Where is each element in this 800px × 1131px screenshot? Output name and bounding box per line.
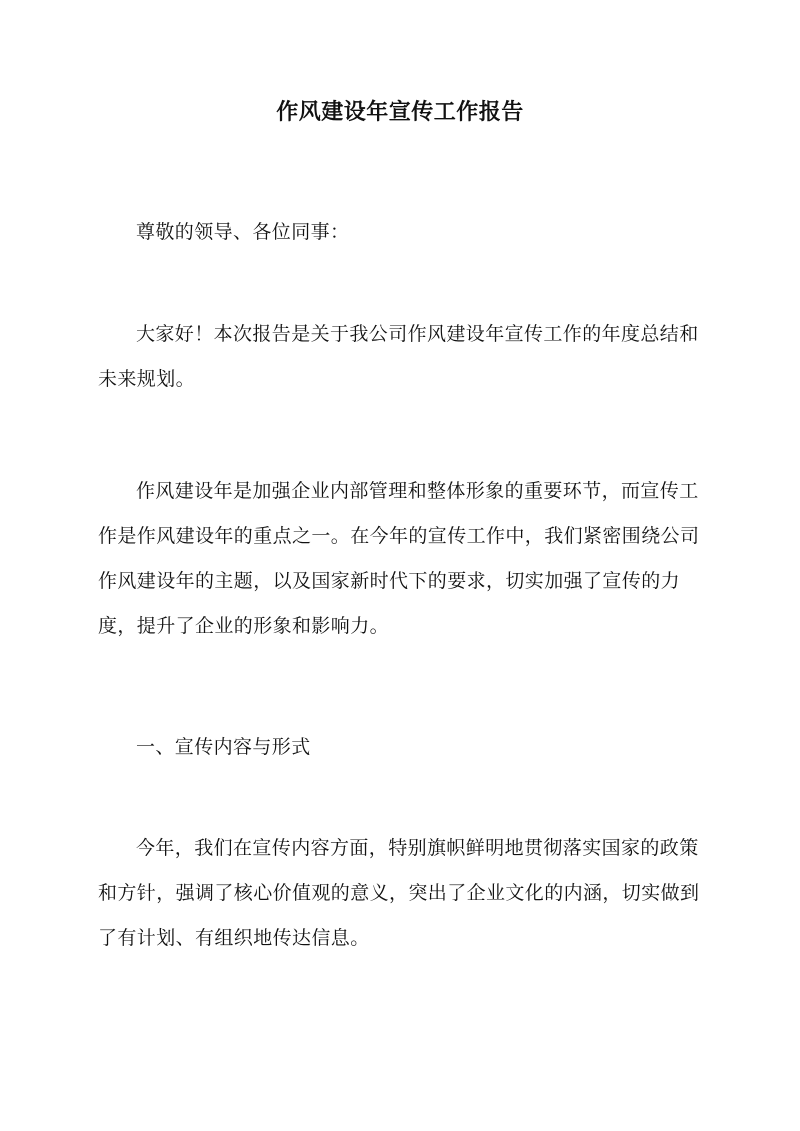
intro-paragraph: 大家好！本次报告是关于我公司作风建设年宣传工作的年度总结和未来规划。	[98, 323, 699, 390]
body-paragraph: 今年，我们在宣传内容方面，特别旗帜鲜明地贯彻落实国家的政策和方针，强调了核心价值观的意义，突出了企业文化的内涵，切实做到了有计划、有组织地传达信息。	[98, 837, 700, 949]
section-heading: 一、宣传内容与形式	[136, 736, 311, 758]
body-paragraph: 作风建设年是加强企业内部管理和整体形象的重要环节，而宣传工作是作风建设年的重点之一。在今年的宣传工作中，我们紧密围绕公司作风建设年的主题，以及国家新时代下的要求，切实加强了宣传的力度，提升了企业的形象和影响力。	[98, 480, 700, 637]
document-title: 作风建设年宣传工作报告	[276, 99, 524, 125]
greeting-paragraph: 尊敬的领导、各位同事：	[136, 221, 350, 243]
